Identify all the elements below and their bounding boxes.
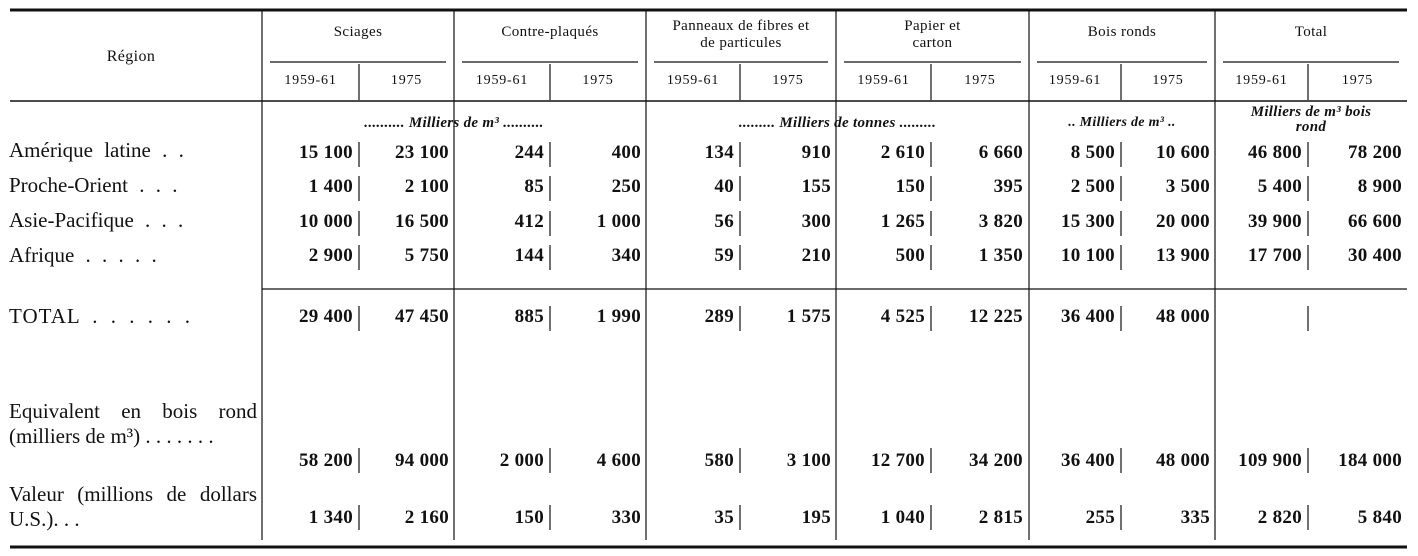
- row-label: Proche-Orient . . .: [9, 173, 178, 197]
- table-cell: 59: [714, 245, 734, 266]
- row-label: Afrique . . . . .: [9, 243, 157, 267]
- table-cell: 58 200: [298, 450, 353, 471]
- group-header-bois-ronds: Bois ronds: [1087, 24, 1157, 40]
- table-cell: 46 800: [1247, 142, 1302, 163]
- table-cell: 39 900: [1247, 211, 1302, 232]
- year-header: 1975: [772, 73, 804, 88]
- unit-header-total: Milliers de m³ bois rond: [1250, 104, 1372, 135]
- row-label: Equivalent en bois rond (milliers de m³) . . . . . . .: [9, 399, 257, 448]
- table-cell: 395: [993, 176, 1023, 197]
- table-cell: 1 350: [978, 245, 1023, 266]
- table-cell: 35: [714, 507, 734, 528]
- table-cell: 244: [514, 142, 544, 163]
- table-cell: 17 700: [1247, 245, 1302, 266]
- table-cell: 5 750: [404, 245, 449, 266]
- unit-header-m3: .......... Milliers de m³ ..........: [364, 115, 544, 131]
- table-cell: 56: [714, 211, 734, 232]
- table-cell: 2 000: [499, 450, 544, 471]
- table-cell: 134: [704, 142, 734, 163]
- table-cell: 29 400: [298, 306, 353, 327]
- table-cell: 34 200: [968, 450, 1023, 471]
- group-header-contre-plaques: Contre-plaqués: [501, 24, 599, 40]
- table-cell: 330: [611, 507, 641, 528]
- table-cell: 500: [895, 245, 925, 266]
- region-header: Région: [106, 48, 156, 65]
- table-cell: 48 000: [1155, 450, 1210, 471]
- table-cell: 910: [801, 142, 831, 163]
- table-cell: 40: [714, 176, 734, 197]
- table-cell: 13 900: [1155, 245, 1210, 266]
- table-cell: 30 400: [1347, 245, 1402, 266]
- table-cell: 36 400: [1060, 306, 1115, 327]
- table-cell: 36 400: [1060, 450, 1115, 471]
- table-cell: 289: [704, 306, 734, 327]
- year-header: 1959-61: [284, 73, 337, 88]
- table-cell: 20 000: [1155, 211, 1210, 232]
- year-header: 1975: [582, 73, 614, 88]
- table-cell: 12 225: [968, 306, 1023, 327]
- table-cell: 5 840: [1357, 507, 1402, 528]
- year-header: 1975: [390, 73, 423, 88]
- table-cell: 150: [514, 507, 544, 528]
- table-cell: 1 000: [596, 211, 641, 232]
- year-header: 1959-61: [475, 73, 529, 88]
- table-cell: 400: [611, 142, 641, 163]
- year-header: 1975: [1341, 73, 1374, 88]
- table-cell: 2 815: [978, 507, 1023, 528]
- table-cell: 1 340: [308, 507, 353, 528]
- table-cell: 12 700: [870, 450, 925, 471]
- table-cell: 10 000: [298, 211, 353, 232]
- table-cell: 47 450: [394, 306, 449, 327]
- table-cell: 8 500: [1070, 142, 1115, 163]
- table-cell: 255: [1085, 507, 1115, 528]
- table-cell: 195: [801, 507, 831, 528]
- row-label: Amérique latine . .: [9, 138, 184, 162]
- table-cell: 144: [514, 245, 544, 266]
- table-cell: 23 100: [394, 142, 449, 163]
- group-header-papier: Papier et carton: [904, 18, 961, 51]
- table-cell: 4 525: [880, 306, 925, 327]
- table-cell: 300: [801, 211, 831, 232]
- table-cell: 335: [1180, 507, 1210, 528]
- table-cell: 155: [801, 176, 831, 197]
- table-cell: 5 400: [1257, 176, 1302, 197]
- table-cell: 3 820: [978, 211, 1023, 232]
- unit-header-tonnes: ......... Milliers de tonnes .........: [738, 115, 937, 131]
- year-header: 1959-61: [666, 73, 720, 88]
- row-label: Asie-Pacifique . . .: [9, 208, 184, 232]
- year-header: 1975: [1152, 73, 1184, 88]
- group-header-total: Total: [1294, 24, 1328, 40]
- table-cell: 1 575: [786, 306, 831, 327]
- row-label: Valeur (millions de dollars U.S.). . .: [9, 482, 257, 531]
- table-cell: 10 100: [1060, 245, 1115, 266]
- table-cell: 85: [524, 176, 544, 197]
- table-cell: 1 990: [596, 306, 641, 327]
- table-cell: 48 000: [1155, 306, 1210, 327]
- table-cell: 2 100: [404, 176, 449, 197]
- year-header: 1975: [964, 73, 996, 88]
- year-header: 1959-61: [1235, 73, 1288, 88]
- table-cell: 184 000: [1338, 450, 1402, 471]
- table-cell: 15 300: [1060, 211, 1115, 232]
- table-cell: 1 040: [880, 507, 925, 528]
- table-cell: 109 900: [1238, 450, 1302, 471]
- table-cell: 250: [611, 176, 641, 197]
- year-header: 1959-61: [857, 73, 910, 88]
- table-cell: 3 100: [786, 450, 831, 471]
- table-cell: 3 500: [1165, 176, 1210, 197]
- table-cell: 1 400: [308, 176, 353, 197]
- table-cell: 1 265: [880, 211, 925, 232]
- table-cell: 2 900: [308, 245, 353, 266]
- table-cell: 210: [801, 245, 831, 266]
- table-cell: 10 600: [1155, 142, 1210, 163]
- table-cell: 16 500: [394, 211, 449, 232]
- table-cell: 150: [895, 176, 925, 197]
- table-cell: 15 100: [298, 142, 353, 163]
- table-cell: 8 900: [1357, 176, 1402, 197]
- table-cell: 2 820: [1257, 507, 1302, 528]
- unit-header-m3-bois-ronds: .. Milliers de m³ ..: [1068, 115, 1176, 130]
- table-cell: 94 000: [394, 450, 449, 471]
- table-cell: 78 200: [1347, 142, 1402, 163]
- group-header-sciages: Sciages: [333, 24, 383, 40]
- table-cell: 66 600: [1347, 211, 1402, 232]
- table-cell: 2 610: [880, 142, 925, 163]
- row-label: TOTAL . . . . . .: [9, 304, 191, 328]
- table-cell: 885: [514, 306, 544, 327]
- table-cell: 4 600: [596, 450, 641, 471]
- table-cell: 2 500: [1070, 176, 1115, 197]
- table-cell: 6 660: [978, 142, 1023, 163]
- year-header: 1959-61: [1048, 73, 1102, 88]
- table-cell: 580: [704, 450, 734, 471]
- group-header-panneaux: Panneaux de fibres et de particules: [672, 18, 810, 51]
- table-cell: 2 160: [404, 507, 449, 528]
- table-cell: 412: [514, 211, 544, 232]
- table-cell: 340: [611, 245, 641, 266]
